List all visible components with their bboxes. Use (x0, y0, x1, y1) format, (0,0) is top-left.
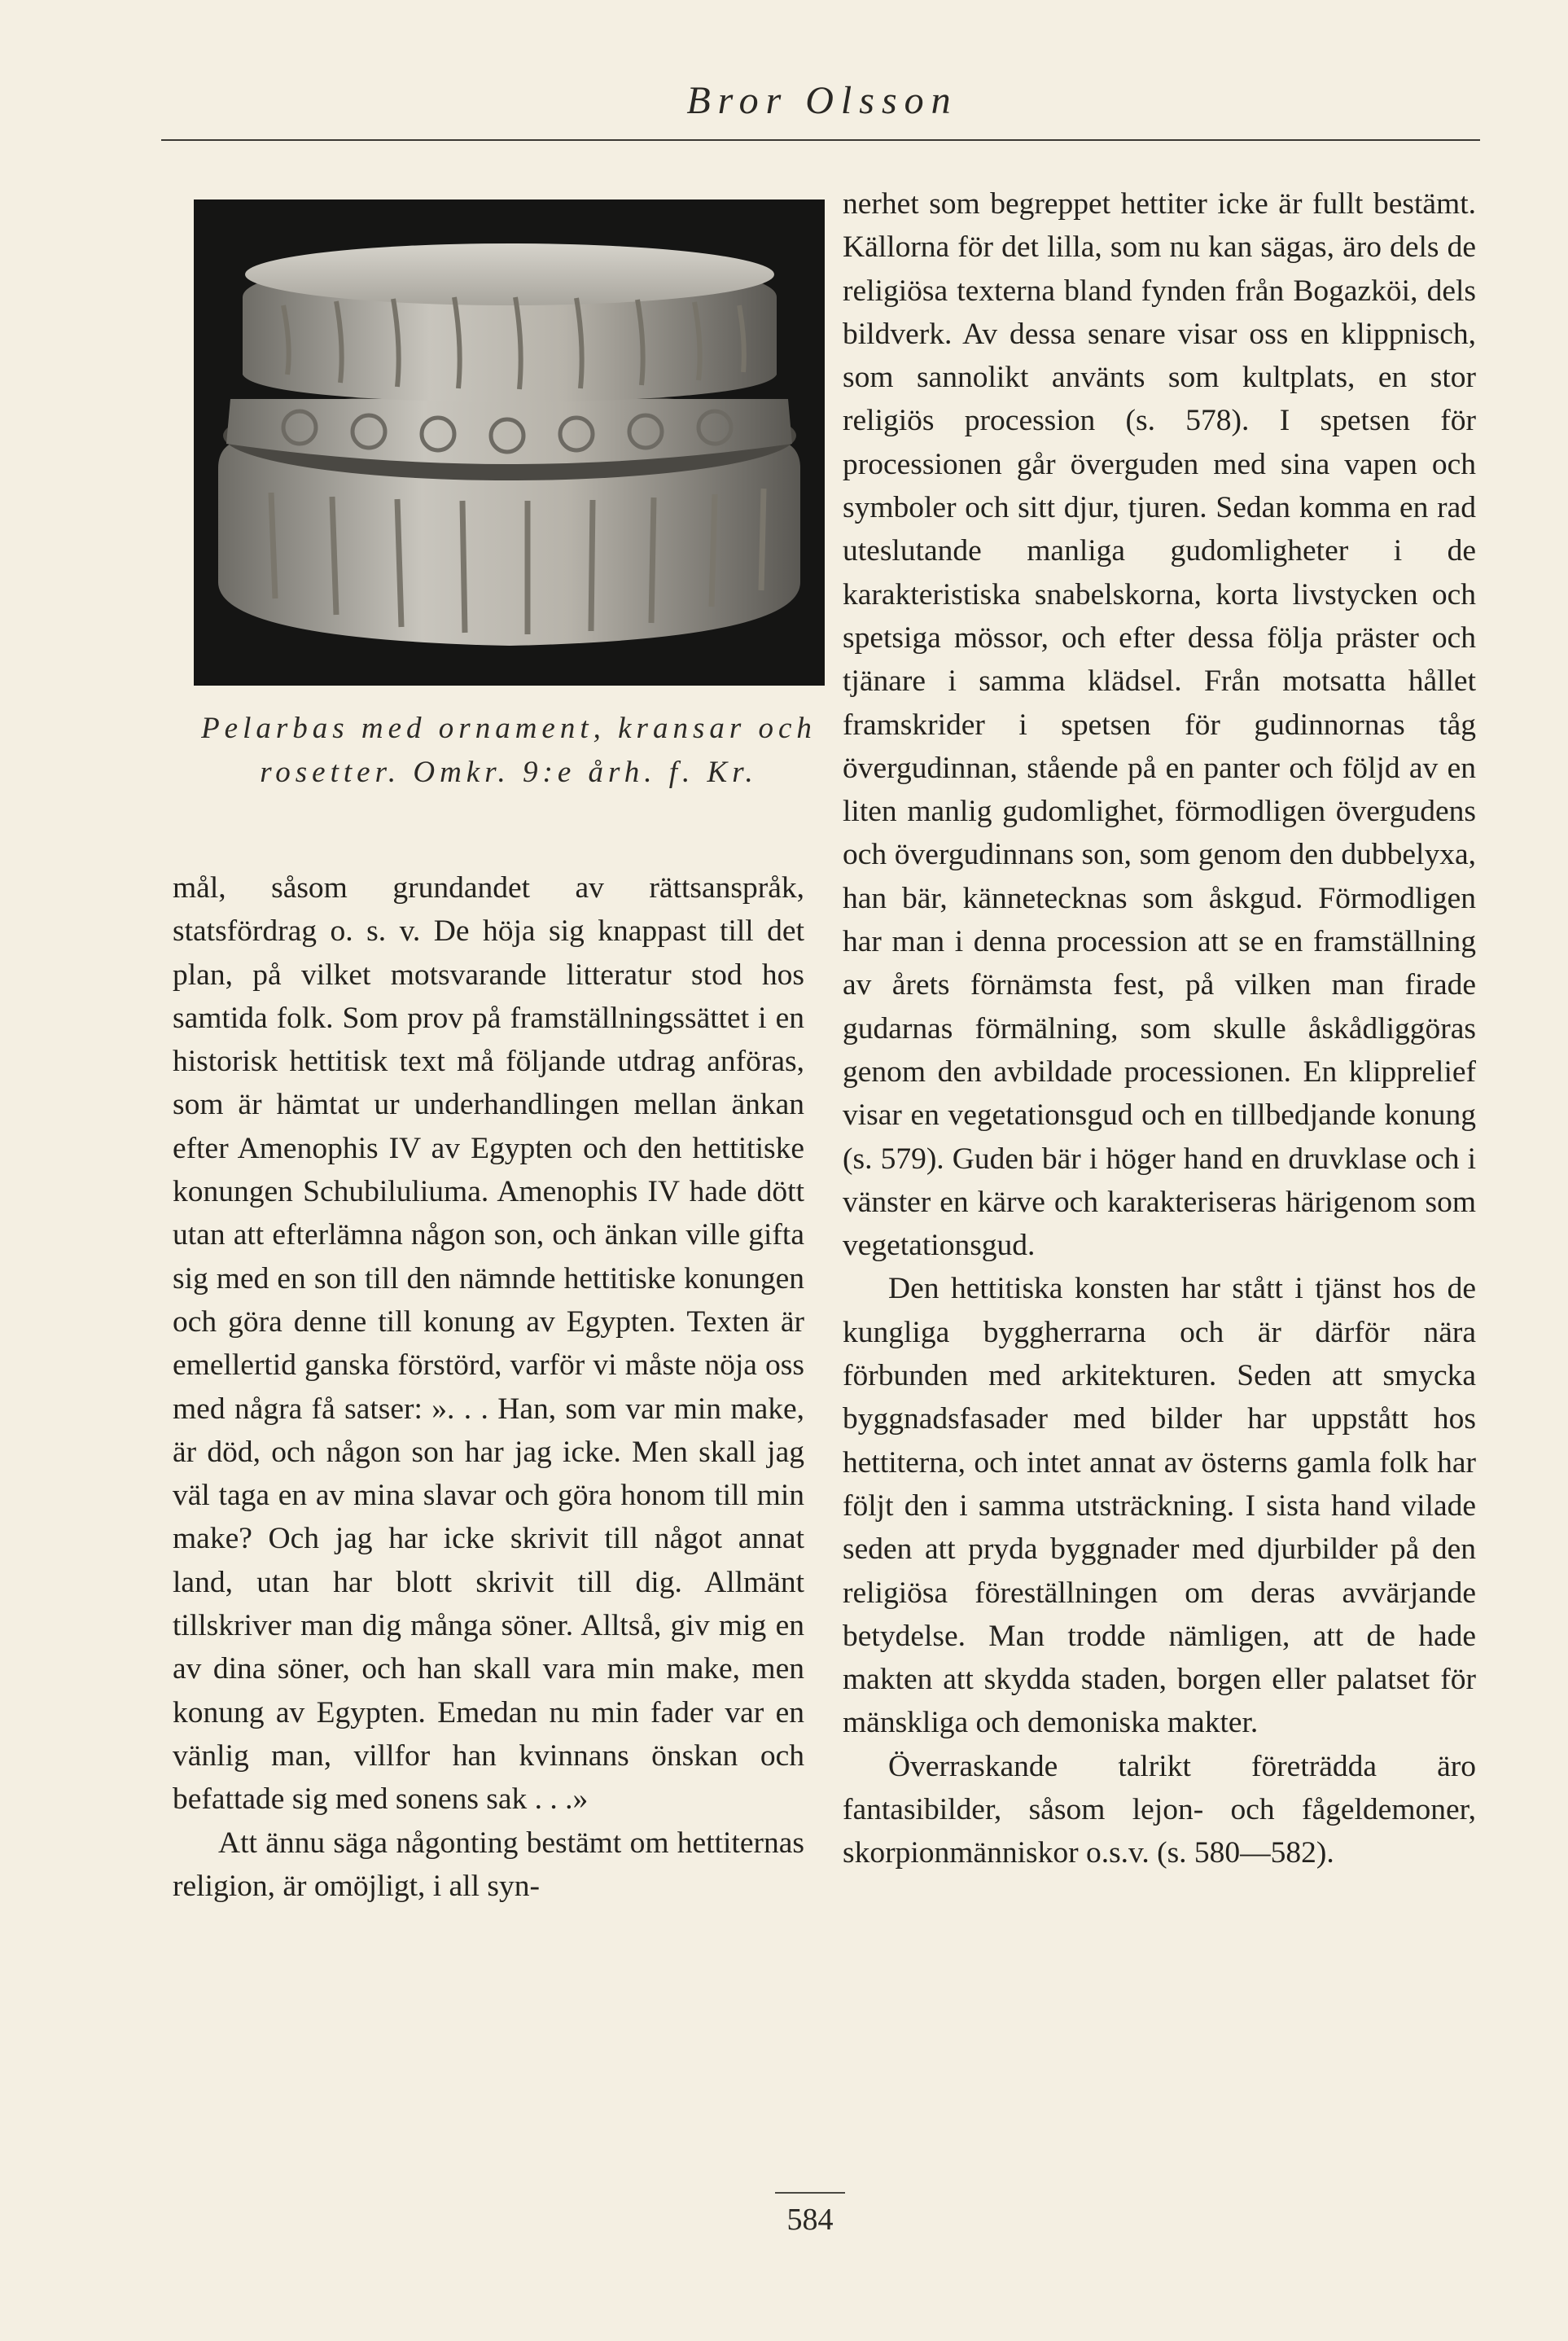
running-header: Bror Olsson (686, 79, 958, 122)
paragraph: mål, såsom grundandet av rättsanspråk, statsfördrag o. s. v. De höja sig knappast till det plan, på vilket motsvarande litteratur stod hos samtida folk. Som prov på framställningssättet i en historisk hettitisk text må följande utdrag anföras, som är hämtat ur underhandlingen mellan änkan efter Amenophis IV av Egypten och den hettitiske konungen Schubiluliuma. Amenophis IV hade dött utan att efterlämna någon son, och änkan ville gifta sig med en son till den nämnde hettitiske konungen och göra denne till konung av Egypten. Texten är emellertid ganska förstörd, varför vi måste nöja oss med några få satser: ». . . Han, som var min make, är död, och någon son har jag icke. Men skall jag väl taga en av mina slavar och göra honom till min make? Och jag har icke skrivit till något annat land, utan har blott skrivit till dig. Allmänt tillskriver man dig många söner. Alltså, giv mig en av dina söner, och han skall vara min make, men konung av Egypten. Emedan nu min fader var en vänlig man, villfor han kvinnans önskan och befattade sig med sonens sak . . .» (173, 871, 804, 1817)
header-rule (161, 139, 1480, 141)
figure-caption: Pelarbas med ornament, kransar och rosetter. Omkr. 9:e årh. f. Kr. (201, 712, 817, 789)
page-number-rule (775, 2192, 845, 2194)
right-column (843, 182, 1476, 1875)
paragraph: Överraskande talrikt företrädda äro fantasibilder, såsom lejon- och fågeldemoner, skorpionmänniskor o.s.v. (s. 580—582). (843, 1749, 1476, 1870)
paragraph: Att ännu säga någonting bestämt om hettiternas religion, är omöjligt, i all syn- (173, 1826, 804, 1903)
column-base-image (194, 199, 825, 686)
left-column (173, 866, 804, 1908)
page-number: 584 (786, 2203, 834, 2237)
column-base-photo (194, 199, 825, 686)
paragraph: nerhet som begreppet hettiter icke är fullt bestämt. Källorna för det lilla, som nu kan sägas, äro dels de religiösa texterna bland fynden från Bogazköi, dels bildverk. Av dessa senare visar oss en klippnisch, som sannolikt använts som kultplats, en stor religiös procession (s. 578). I spetsen för processionen går överguden med sina vapen och symboler och sitt djur, tjuren. Sedan komma en rad uteslutande manliga gudomligheter i de karakteristiska snabelskorna, korta livstycken och spetsiga mössor, och efter dessa följa präster och tjänare i samma klädsel. Från motsatta hållet framskrider i spetsen för gudinnornas tåg övergudinnan, stående på en panter och följd av en liten manlig gudomlighet, förmodligen övergudens och övergudinnans son, som genom den dubbelyxa, han bär, kännetecknas som åskgud. Förmodligen har man i denna procession att se en framställning av årets förnämsta fest, på vilken man firade gudarnas förmälning, som skulle åskådliggöras genom den avbildade processionen. En klipprelief visar en vegetationsgud och en tillbedjande konung (s. 579). Guden bär i höger hand en druvklase och i vänster en kärve och karakteriseras härigenom som vegetationsgud. (843, 187, 1476, 1263)
paragraph: Den hettitiska konsten har stått i tjänst hos de kungliga byggherrarna och är därför nära förbunden med arkitekturen. Seden att smycka byggnadsfasader med bilder har uppstått hos hettiterna, och intet annat av österns gamla folk har följt den i samma utsträckning. I sista hand vilade seden att pryda byggnader med djurbilder på den religiösa föreställningen om deras avvärjande betydelse. Man trodde nämligen, att de hade makten att skydda staden, borgen eller palatset för mänskliga och demoniska makter. (843, 1272, 1476, 1740)
